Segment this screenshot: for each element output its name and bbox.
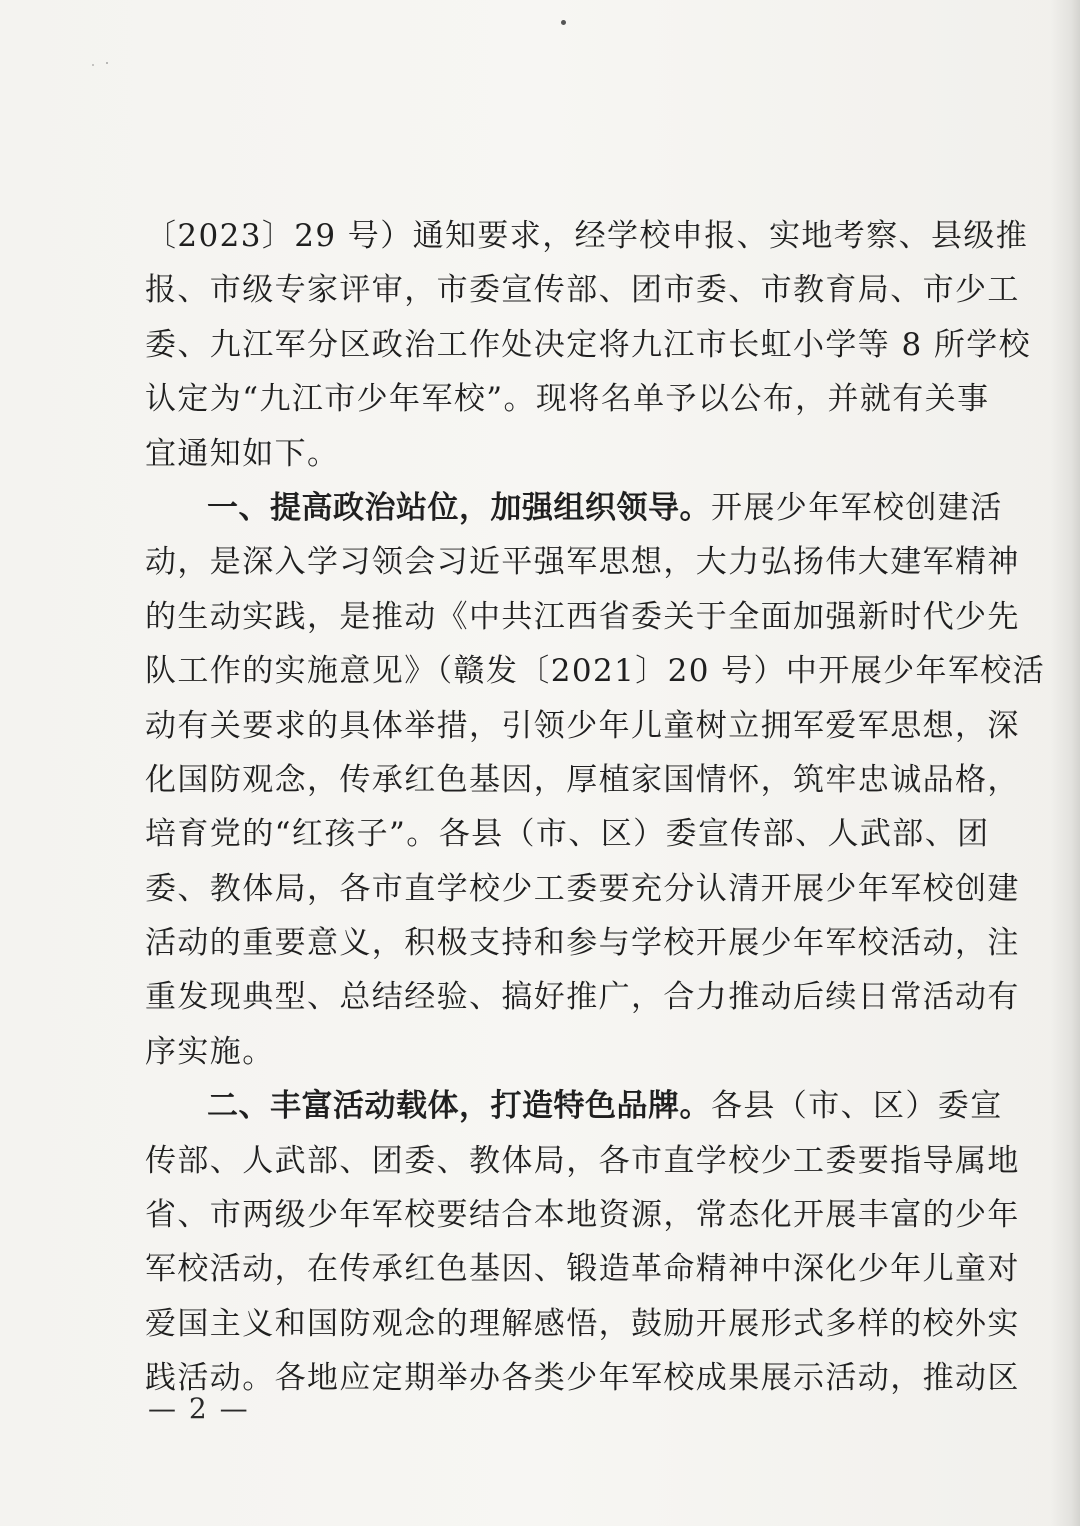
text-line: 委、九江军分区政治工作处决定将九江市长虹小学等 8 所学校 <box>145 326 1032 363</box>
text-line: 传部、人武部、团委、教体局，各市直学校少工委要指导属地 <box>145 1142 1020 1179</box>
text-line: 队工作的实施意见》（赣发〔2021〕20 号）中开展少年军校活 <box>145 653 1046 690</box>
text-line: 动，是深入学习领会习近平强军思想，大力弘扬伟大建军精神 <box>145 544 1020 581</box>
section-2-heading: 二、丰富活动载体，打造特色品牌。 <box>207 1088 711 1125</box>
text-line: 爱国主义和国防观念的理解感悟，鼓励开展形式多样的校外实 <box>145 1305 1020 1342</box>
text-line: 〔2023〕29 号）通知要求，经学校申报、实地考察、县级推 <box>145 218 1029 254</box>
scan-speck <box>106 62 108 64</box>
section-2-first-line <box>145 1079 1003 1133</box>
text-line: 动有关要求的具体举措，引领少年儿童树立拥军爱军思想，深 <box>145 707 1020 744</box>
text-line: 序实施。 <box>145 1033 275 1070</box>
section-1-heading: 一、提高政治站位，加强组织领导。 <box>207 489 711 526</box>
section-2-paragraph <box>145 1079 1020 1405</box>
document-body <box>145 209 1046 1406</box>
text-line: 化国防观念，传承红色基因，厚植家国情怀，筑牢忠诚品格， <box>145 761 1020 798</box>
scan-speck <box>561 20 566 25</box>
page-number: — 2 — <box>148 1392 250 1425</box>
text-line: 践活动。各地应定期举办各类少年军校成果展示活动，推动区 <box>145 1360 1020 1397</box>
text-run: 各县（市、区）委宣 <box>711 1088 1003 1125</box>
scan-edge-shadow <box>1050 0 1080 1526</box>
text-line: 委、教体局，各市直学校少工委要充分认清开展少年军校创建 <box>145 870 1020 907</box>
text-line: 活动的重要意义，积极支持和参与学校开展少年军校活动，注 <box>145 925 1020 962</box>
text-line: 的生动实践，是推动《中共江西省委关于全面加强新时代少先 <box>145 598 1020 635</box>
text-run: 开展少年军校创建活 <box>711 489 1003 526</box>
scan-speck <box>92 64 94 66</box>
intro-paragraph <box>145 209 1032 481</box>
text-line: 重发现典型、总结经验、搞好推广，合力推动后续日常活动有 <box>145 979 1020 1016</box>
text-line: 报、市级专家评审，市委宣传部、团市委、市教育局、市少工 <box>145 272 1020 309</box>
text-line: 认定为“九江市少年军校”。现将名单予以公布，并就有关事 <box>145 381 990 418</box>
text-line: 培育党的“红孩子”。各县（市、区）委宣传部、人武部、团 <box>145 816 990 853</box>
section-1-first-line <box>145 481 1003 535</box>
section-1-paragraph <box>145 481 1046 1079</box>
text-line: 宜通知如下。 <box>145 435 340 472</box>
text-line: 军校活动，在传承红色基因、锻造革命精神中深化少年儿童对 <box>145 1251 1020 1288</box>
text-line: 省、市两级少年军校要结合本地资源，常态化开展丰富的少年 <box>145 1197 1020 1234</box>
